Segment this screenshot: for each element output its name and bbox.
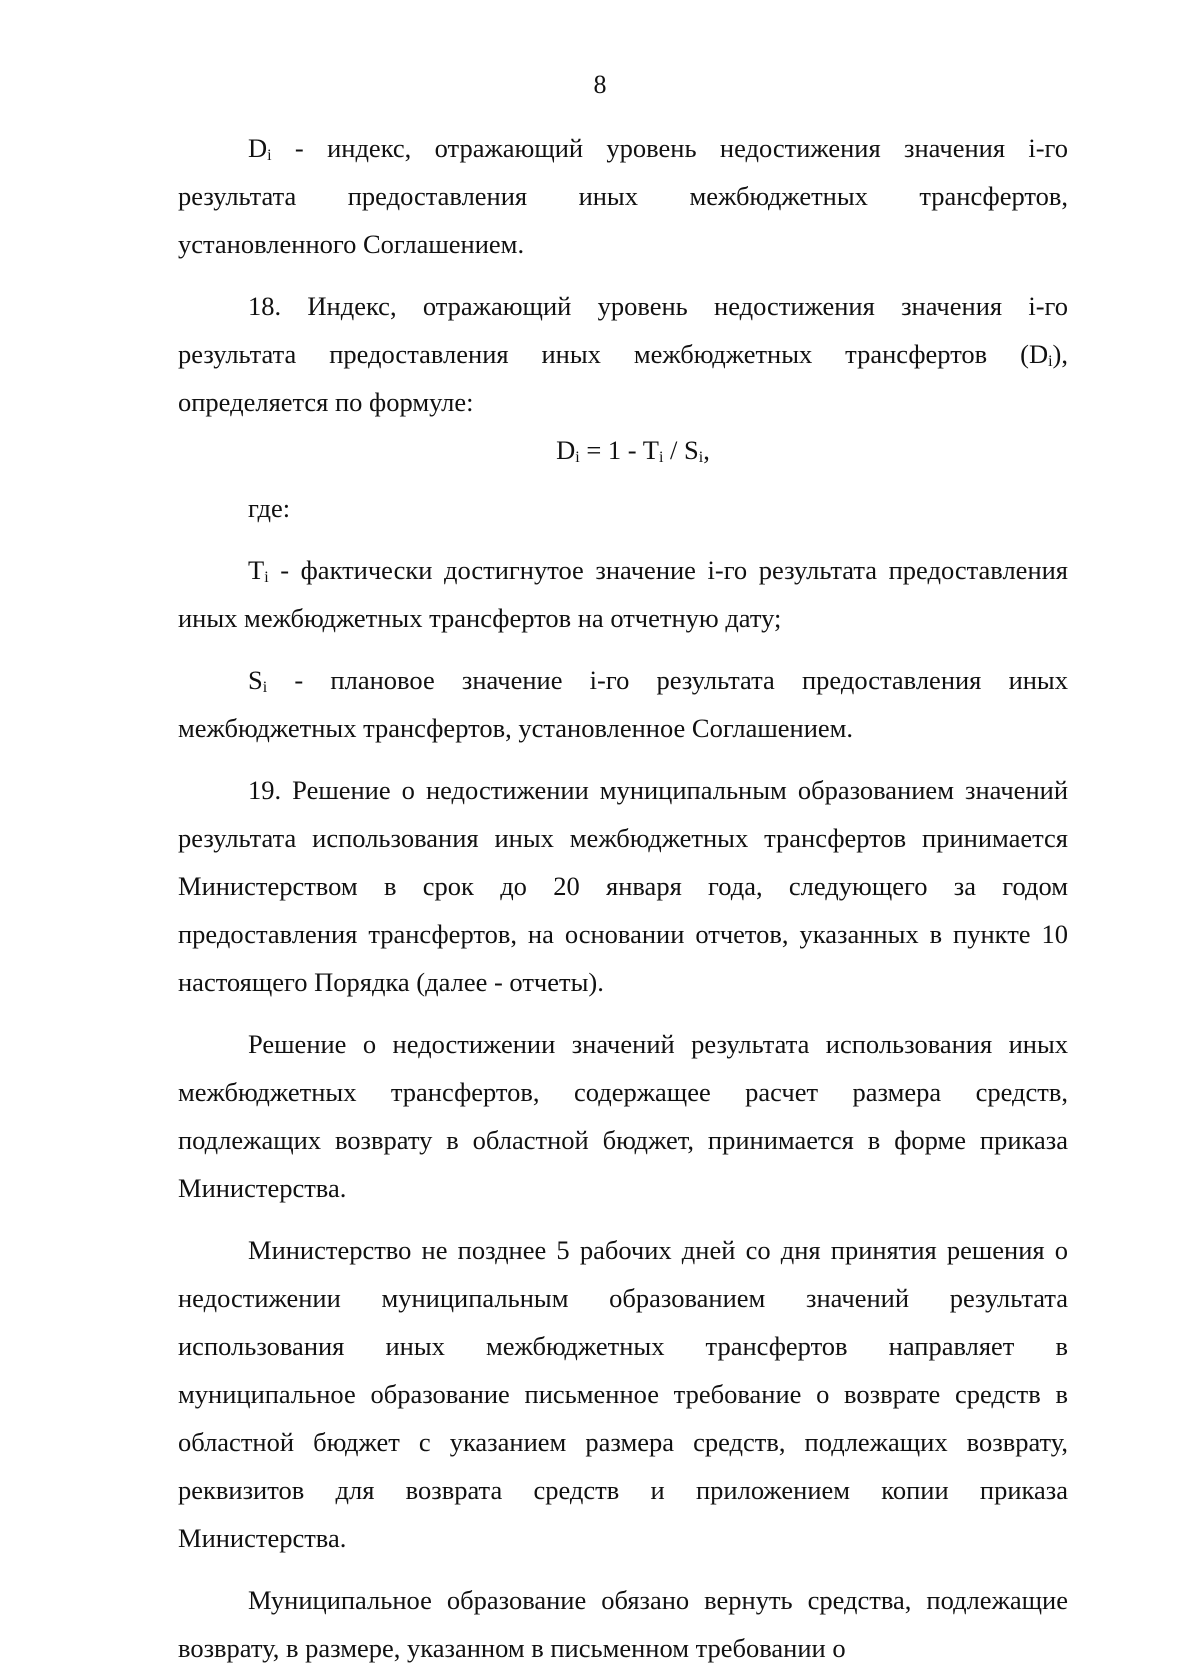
formula: $D_i = 1 - T_i / S_i$,: [556, 435, 710, 466]
page-number: 8: [593, 70, 607, 99]
paragraph-19: 19. Решение о недостижении муниципальным образованием значений результата использования иных межбюджетных трансфертов принимается Министерством в срок до 20 января года, следующего за годом предоставления трансфертов, на основании отчетов, указанных в пункте 10 настоящего Порядка (далее - отчеты).: [178, 775, 1068, 997]
where-label: где:: [248, 493, 291, 523]
document-body: [178, 124, 1068, 1672]
paragraph-si-definition: $S_i$ - плановое значение i-го результата предоставления иных межбюджетных трансфертов, установленное Соглашением.: [178, 665, 1068, 743]
paragraph-di-definition: $D_i$ - индекс, отражающий уровень недостижения значения i-го результата предоставления иных межбюджетных трансфертов, установленного Соглашением.: [178, 133, 1068, 259]
paragraph-decision-form: Решение о недостижении значений результата использования иных межбюджетных трансфертов, содержащее расчет размера средств, подлежащих возврату в областной бюджет, принимается в форме приказа Министерства.: [178, 1029, 1068, 1203]
paragraph-18: 18. Индекс, отражающий уровень недостижения значения i-го результата предоставления иных межбюджетных трансфертов $(D_i)$, определяется по формуле:: [178, 291, 1068, 417]
paragraph-ministry-notice: Министерство не позднее 5 рабочих дней со дня принятия решения о недостижении муниципальным образованием значений результата использования иных межбюджетных трансфертов направляет в муниципальное образование письменное требование о возврате средств в областной бюджет с указанием размера средств, подлежащих возврату, реквизитов для возврата средств и приложением копии приказа Министерства.: [178, 1235, 1068, 1553]
paragraph-ti-definition: $T_i$ - фактически достигнутое значение i-го результата предоставления иных межбюджетных трансфертов на отчетную дату;: [178, 555, 1068, 633]
paragraph-return-obligation: Муниципальное образование обязано вернуть средства, подлежащие возврату, в размере, указанном в письменном требовании о: [178, 1585, 1068, 1663]
